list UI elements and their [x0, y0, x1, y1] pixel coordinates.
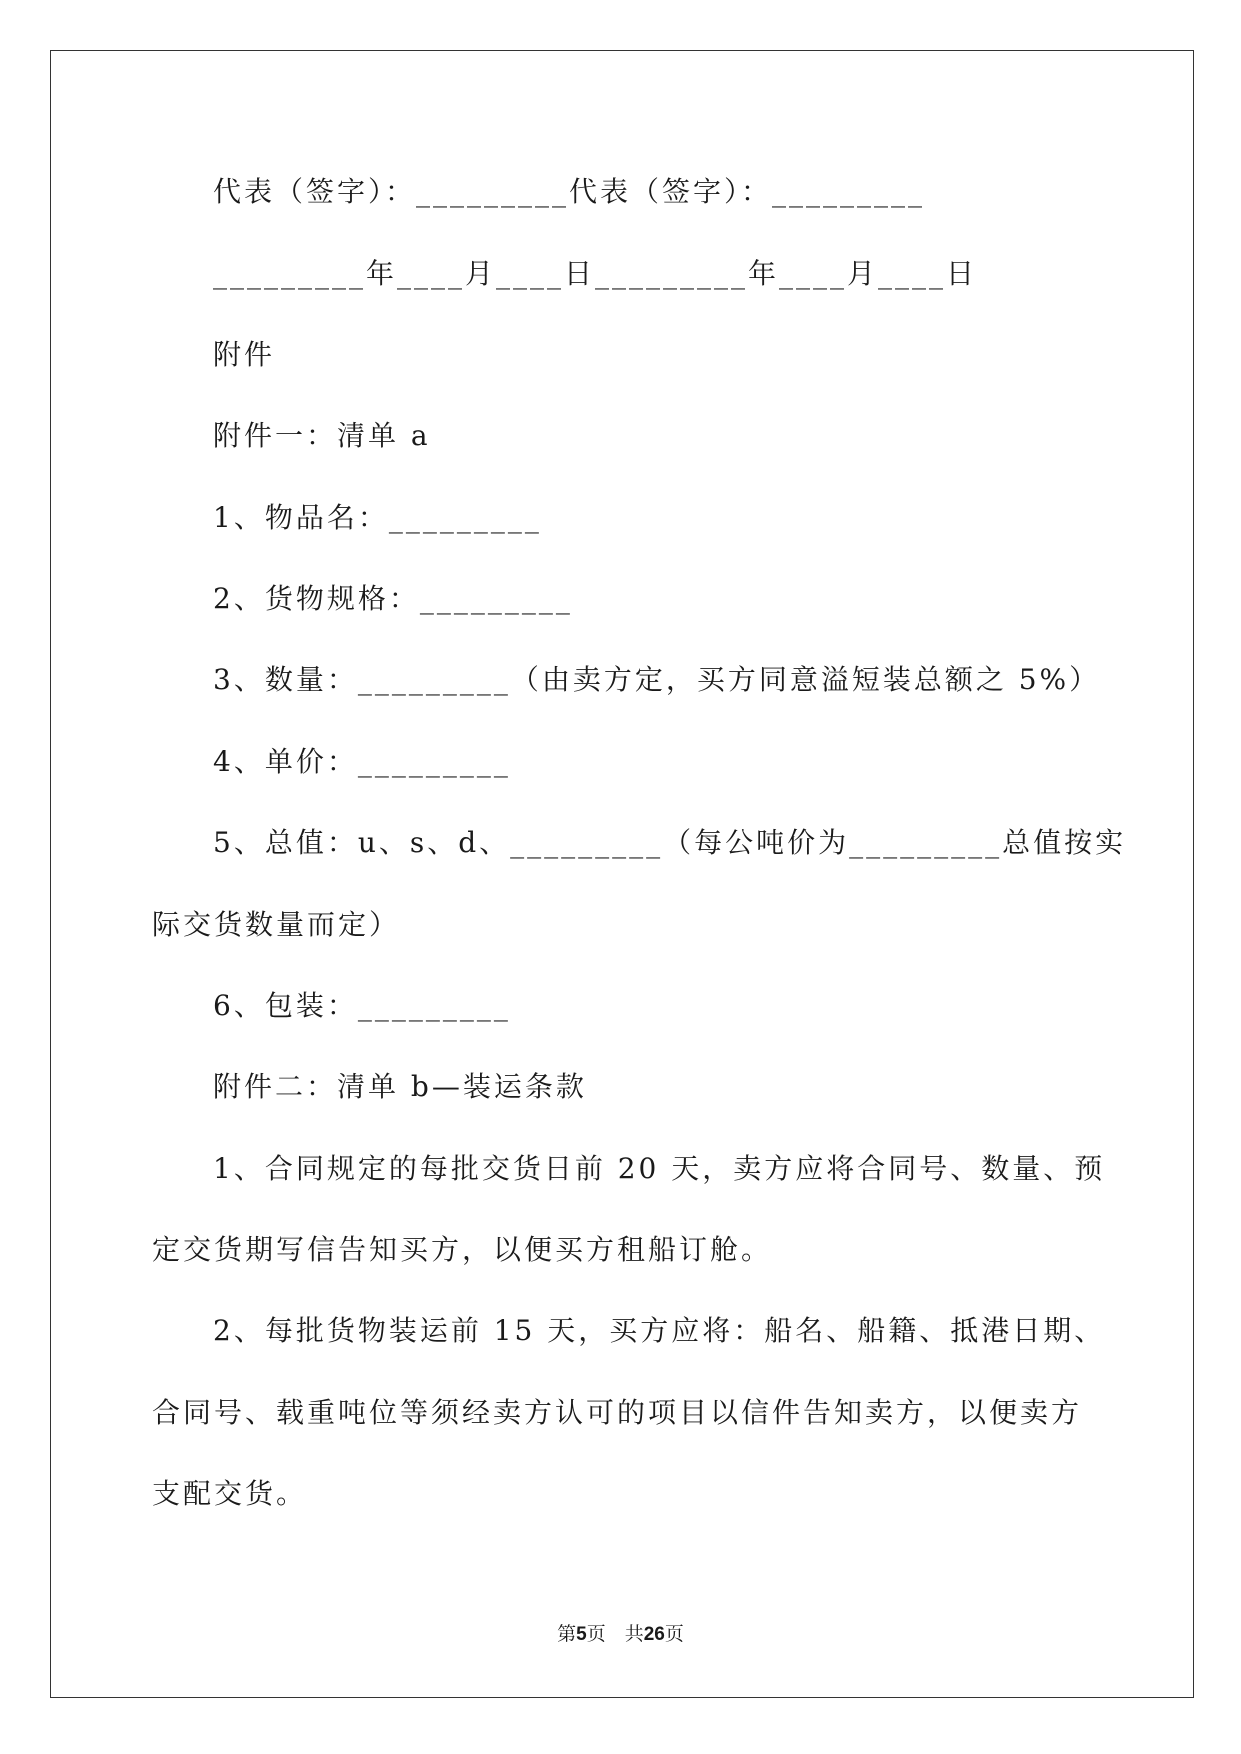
attachments-heading: 附件 [213, 338, 276, 371]
total-value-line-cont: 际交货数量而定） [152, 908, 401, 941]
item-name-line: 1、物品名：_________ [213, 501, 542, 534]
page-label-prefix: 第 [557, 1623, 577, 1645]
clause-2-line-end: 支配交货。 [152, 1477, 308, 1510]
total-value-line: 5、总值：u、s、d、_________（每公吨价为_________总值按实 [213, 826, 1127, 859]
page-border [50, 50, 1194, 1698]
clause-1-line: 1、合同规定的每批交货日前 20 天，卖方应将合同号、数量、预 [213, 1152, 1106, 1185]
page-total: 26 [643, 1624, 665, 1645]
page-label-mid: 页 共 [586, 1623, 644, 1645]
clause-2-line-cont: 合同号、载重吨位等须经卖方认可的项目以信件告知卖方，以便卖方 [152, 1396, 1083, 1429]
packing-line: 6、包装：_________ [213, 989, 511, 1022]
page-label-suffix: 页 [664, 1623, 684, 1645]
page-footer [0, 1622, 1241, 1647]
clause-2-line: 2、每批货物装运前 15 天，买方应将：船名、船籍、抵港日期、 [213, 1314, 1106, 1347]
quantity-line: 3、数量：_________（由卖方定，买方同意溢短装总额之 5%） [213, 663, 1101, 696]
date-line: _________年____月____日_________年____月____日 [213, 257, 978, 290]
attachment-two-heading: 附件二：清单 b—装运条款 [213, 1070, 587, 1103]
clause-1-line-cont: 定交货期写信告知买方，以便买方租船订舱。 [152, 1233, 773, 1266]
page-current: 5 [576, 1624, 587, 1645]
spec-line: 2、货物规格：_________ [213, 582, 573, 615]
attachment-one-heading: 附件一：清单 a [213, 419, 431, 452]
unit-price-line: 4、单价：_________ [213, 745, 511, 778]
representative-signature-line: 代表（签字）：_________代表（签字）：_________ [213, 175, 926, 208]
